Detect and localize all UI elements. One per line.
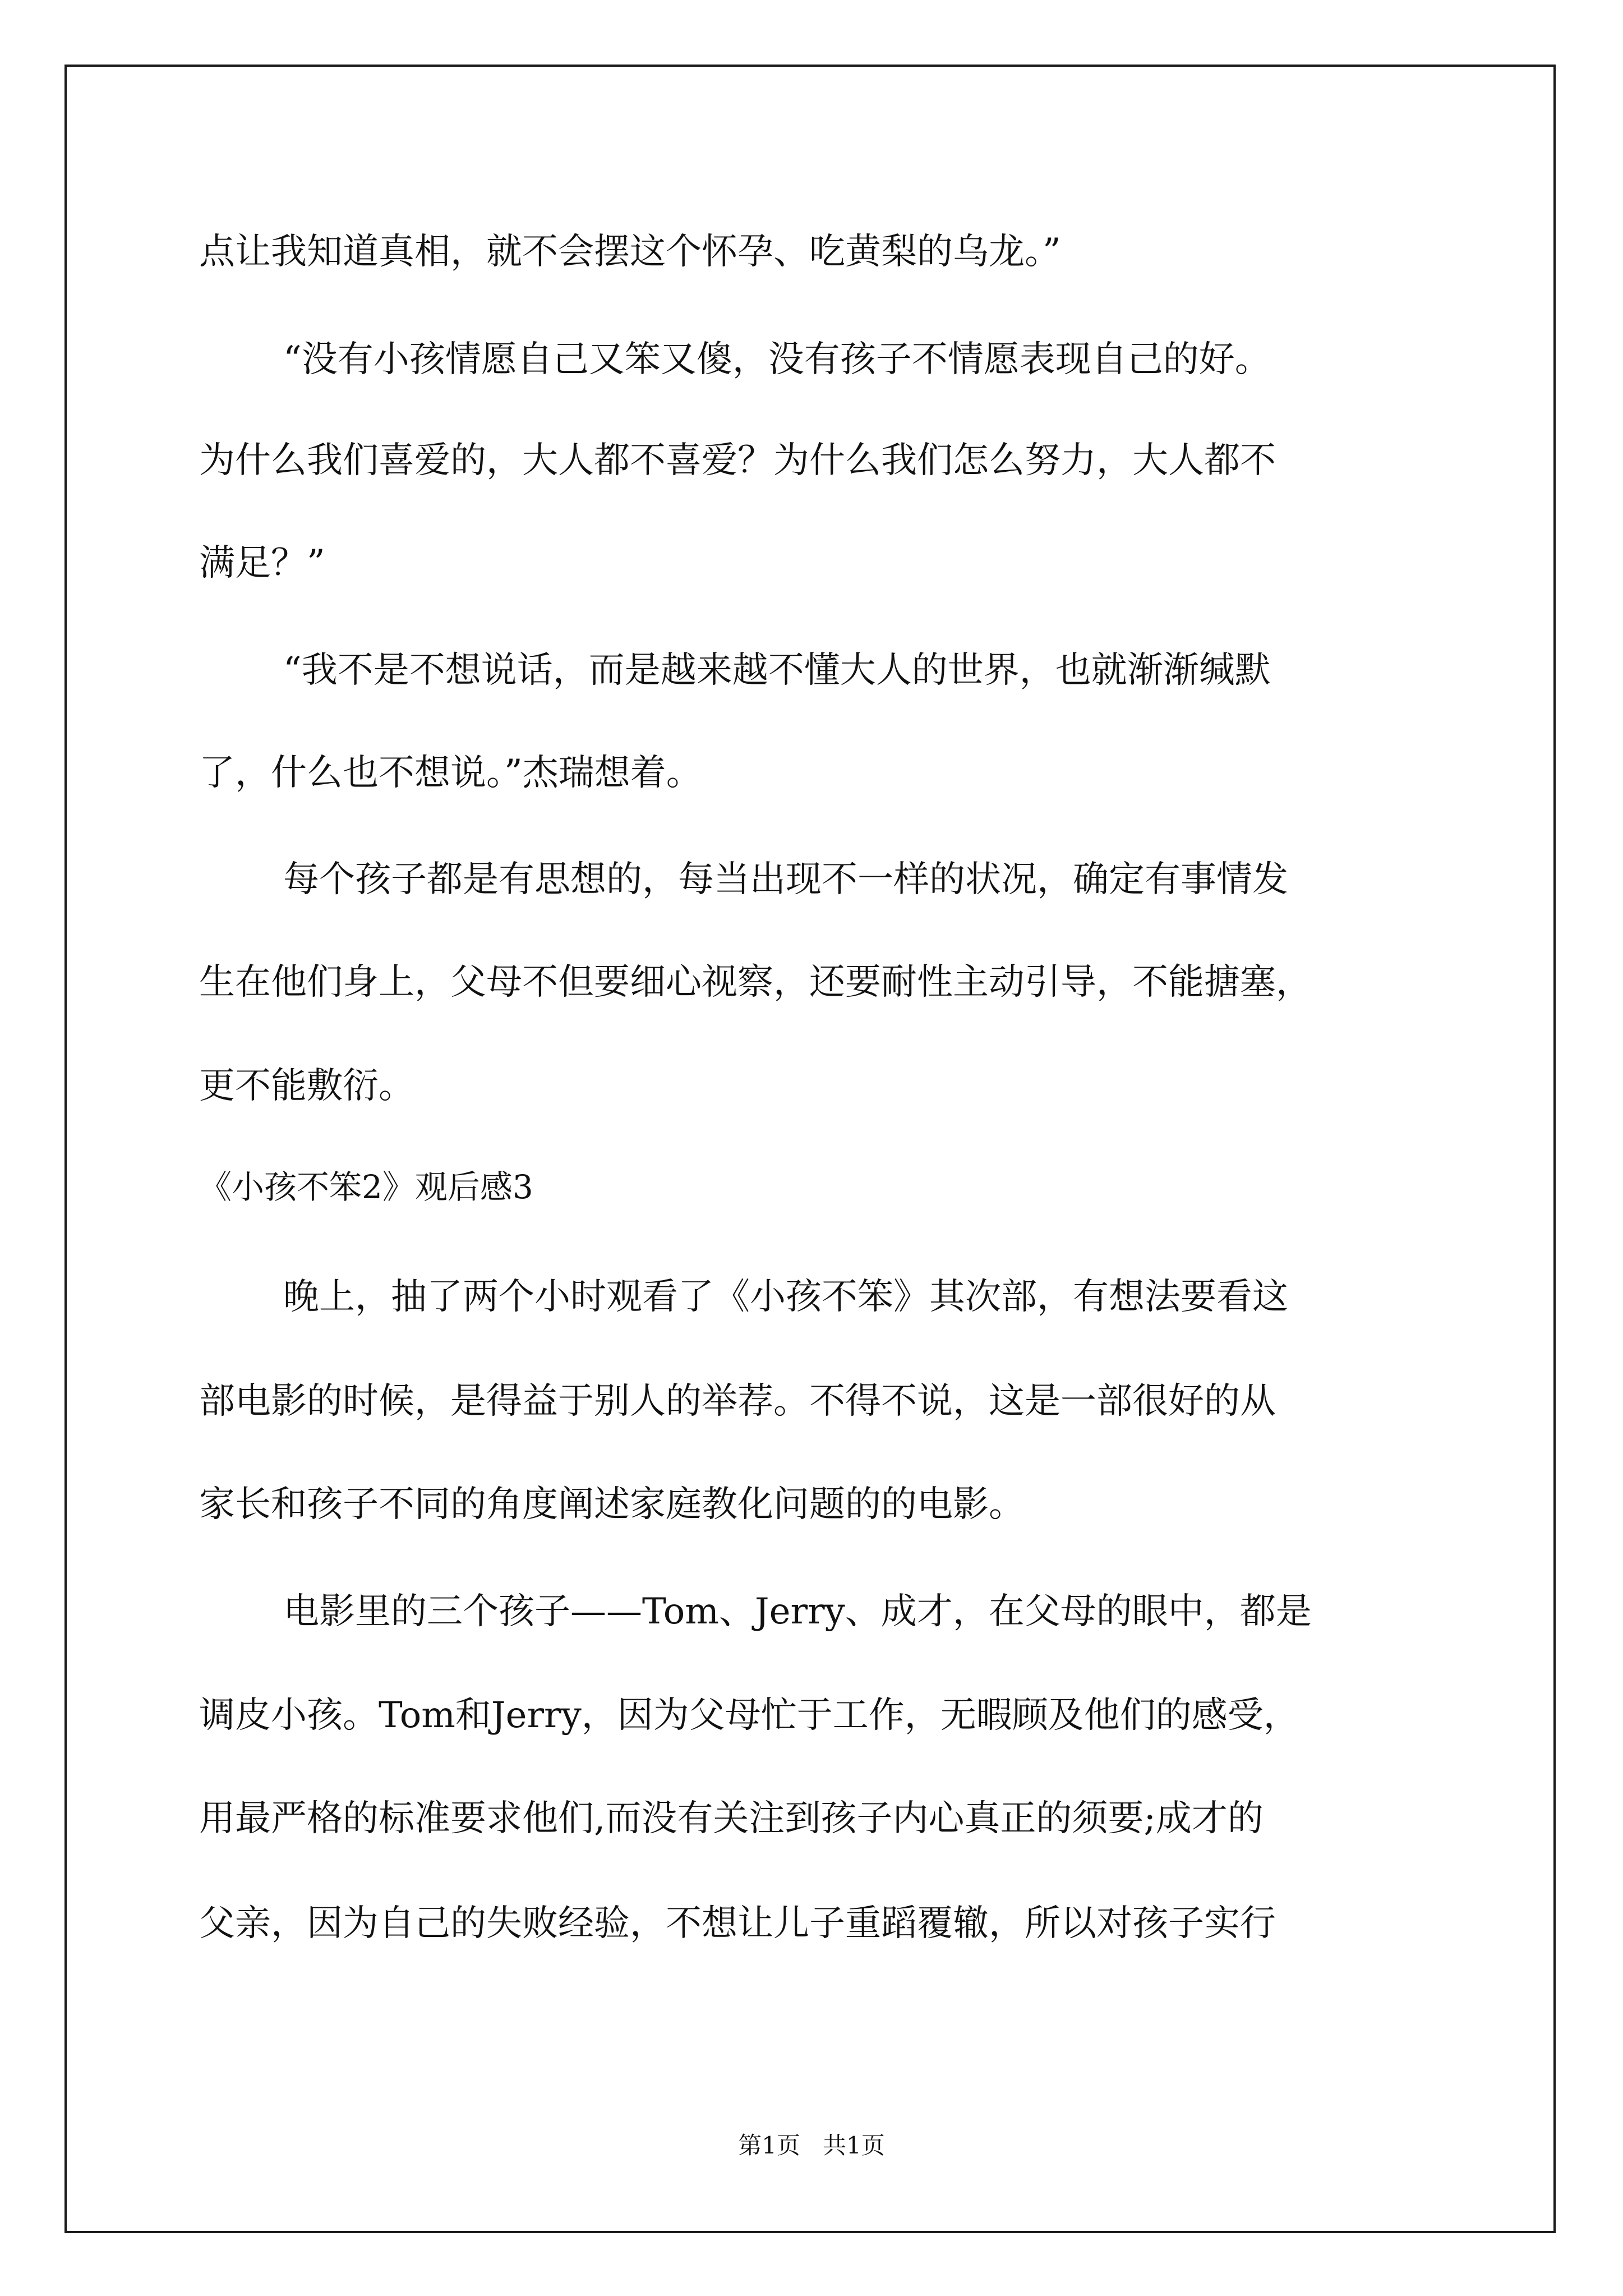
text-line-6: 了，什么也不想说。”杰瑞想着。 [199, 752, 702, 794]
text-line-3: 为什么我们喜爱的，大人都不喜爱？为什么我们怎么努力，大人都不 [199, 440, 1276, 481]
text-line-4: 满足？” [199, 542, 325, 584]
text-line-12: 家长和孩子不同的角度阐述家庭教化问题的的电影。 [199, 1484, 1025, 1525]
text-line-10: 晚上，抽了两个小时观看了《小孩不笨》其次部，有想法要看这 [283, 1276, 1288, 1318]
text-line-16: 父亲，因为自己的失败经验，不想让儿子重蹈覆辙，所以对孩子实行 [199, 1903, 1276, 1944]
text-line-1: 点让我知道真相，就不会摆这个怀孕、吃黄梨的乌龙。” [199, 231, 1061, 273]
text-line-8: 生在他们身上，父母不但要细心视察，还要耐性主动引导，不能搪塞， [199, 961, 1312, 1003]
text-line-7: 每个孩子都是有思想的，每当出现不一样的状况，确定有事情发 [283, 859, 1288, 900]
text-line-11: 部电影的时候，是得益于别人的举荐。不得不说，这是一部很好的从 [199, 1381, 1276, 1422]
text-line-9: 更不能敷衍。 [199, 1065, 414, 1107]
text-line-13: 电影里的三个孩子——Tom、Jerry、成才，在父母的眼中，都是 [283, 1591, 1312, 1632]
text-line-2: “没有小孩情愿自己又笨又傻，没有孩子不情愿表现自己的好。 [283, 339, 1271, 380]
page-number-footer: 第1页 共1页 [738, 2132, 885, 2159]
text-line-5: “我不是不想说话，而是越来越不懂大人的世界，也就渐渐缄默 [283, 650, 1271, 691]
text-line-15: 用最严格的标准要求他们,而没有关注到孩子内心真正的须要;成才的 [199, 1798, 1264, 1839]
section-heading: 《小孩不笨2》观后感3 [199, 1168, 533, 1206]
text-line-14: 调皮小孩。Tom和Jerry，因为父母忙于工作，无暇顾及他们的感受， [199, 1695, 1299, 1736]
